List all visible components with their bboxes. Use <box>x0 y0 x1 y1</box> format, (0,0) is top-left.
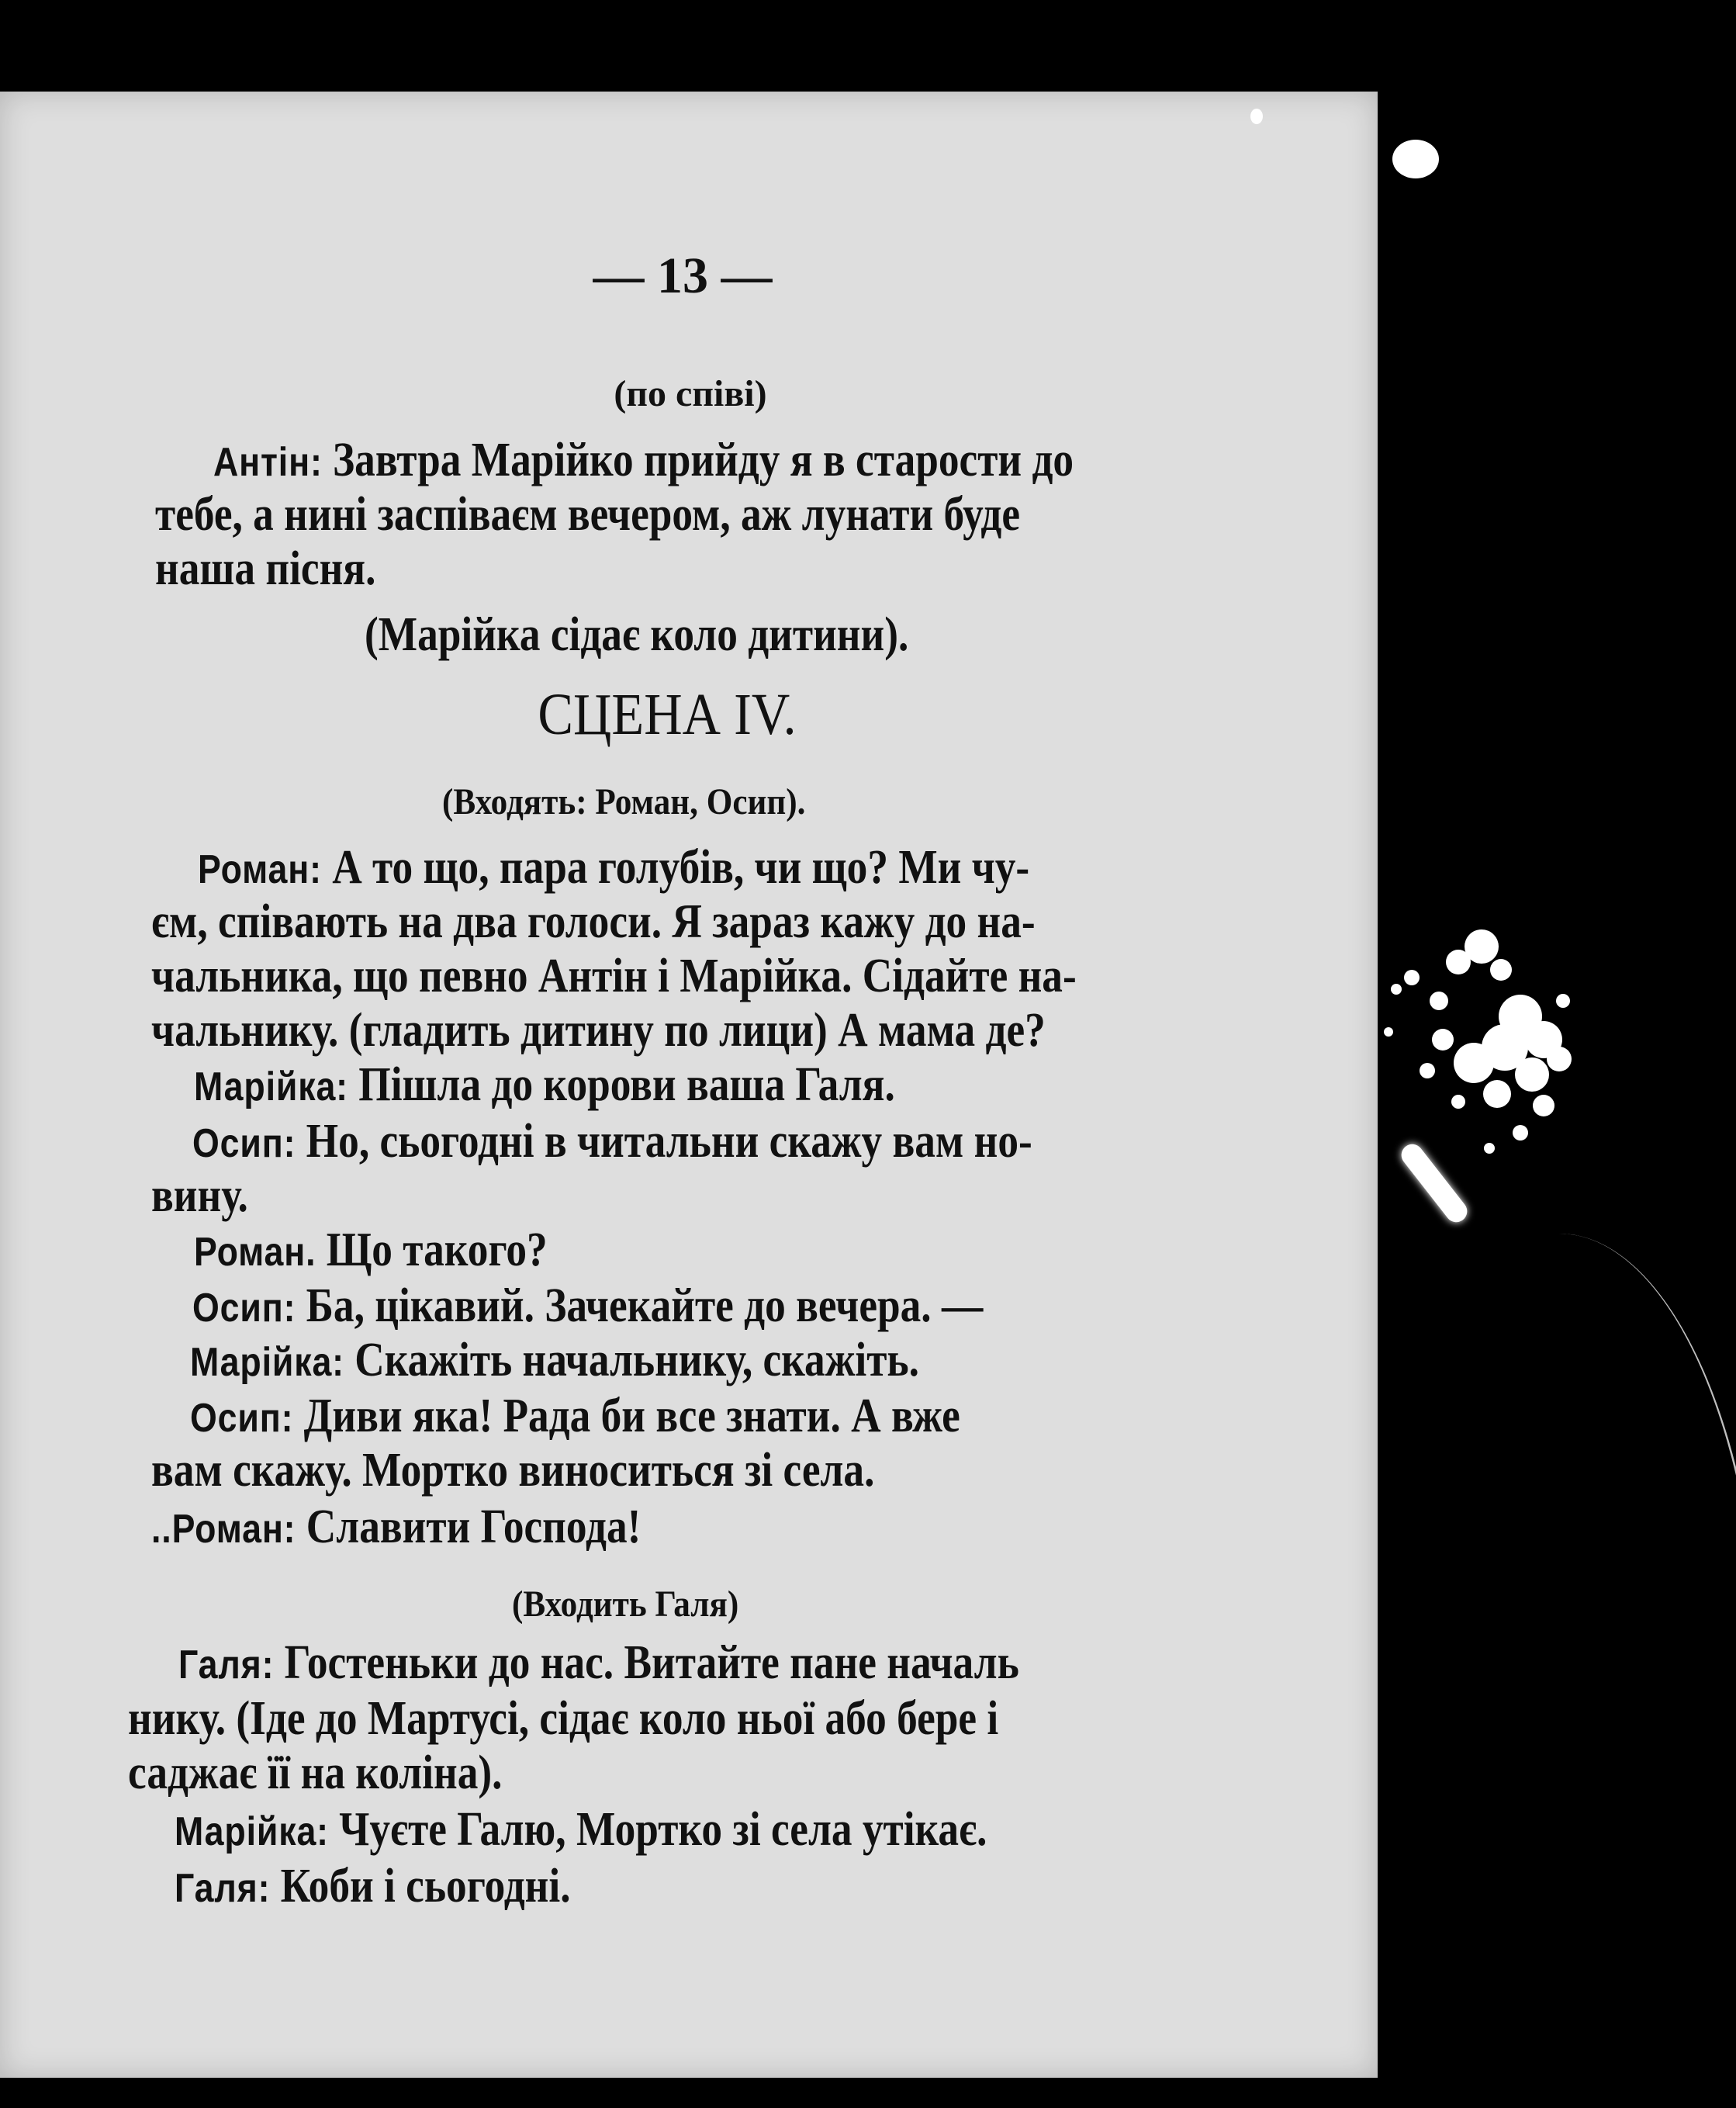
scan-edge-arc <box>1559 1234 1736 1699</box>
speaker-name: ..Роман: <box>151 1507 296 1552</box>
dialogue-text: Диви яка! Рада би все знати. А вже <box>303 1390 960 1442</box>
dialogue-text: наша пісня. <box>155 542 376 595</box>
scan-noise-artifact <box>1365 916 1575 1172</box>
stage-direction-sits-down: (Марійка сідає коло дитини). <box>365 608 909 661</box>
speaker-name: Галя: <box>175 1866 271 1911</box>
dialogue-text: Пішла до корови ваша Галя. <box>358 1058 895 1111</box>
speaker-name: Осип: <box>192 1121 296 1166</box>
dialogue-text: Славити Господа! <box>306 1501 641 1553</box>
dialogue-text: саджає її на коліна). <box>128 1746 503 1799</box>
dialogue-line <box>175 1859 571 1914</box>
dialogue-text: Ба, цікавий. Зачекайте до вечера. — <box>306 1279 984 1332</box>
dialogue-line <box>198 840 1029 895</box>
dialogue-line <box>192 1279 983 1334</box>
speaker-name: Осип: <box>190 1396 294 1441</box>
stage-direction-halia-enters: (Входить Галя) <box>512 1584 739 1625</box>
dialogue-line <box>178 1636 1019 1691</box>
speaker-name: Роман. <box>194 1230 316 1275</box>
scan-dust-speck <box>1392 140 1439 178</box>
dialogue-text: вину. <box>151 1169 248 1222</box>
dialogue-text: чальнику. (гладить дитину по лици) А мама де? <box>151 1004 1046 1057</box>
dialogue-text: Гостеньки до нас. Витайте пане началь <box>284 1636 1019 1689</box>
speaker-name: Галя: <box>178 1642 275 1687</box>
dialogue-text: Чуєте Галю, Мортко зі села утікає. <box>339 1803 987 1856</box>
stage-direction-enter: (Входять: Роман, Осип). <box>442 781 806 822</box>
dialogue-text: чальника, що певно Антін і Марійка. Сідайте на- <box>151 950 1077 1002</box>
page-number: — 13 — <box>593 247 773 304</box>
dialogue-text: вам скажу. Мортко виноситься зі села. <box>151 1444 875 1497</box>
speaker-name: Марійка: <box>190 1340 344 1385</box>
dialogue-line <box>194 1223 548 1278</box>
stage-direction-after-song: (по співі) <box>614 373 767 414</box>
dialogue-line <box>151 1500 641 1555</box>
dialogue-line <box>192 1114 1032 1169</box>
speaker-name: Антін: <box>213 440 323 485</box>
scene-title: СЦЕНА IV. <box>538 682 797 747</box>
speaker-name: Марійка: <box>175 1809 329 1854</box>
dialogue-line <box>213 433 1074 488</box>
dialogue-line <box>190 1333 919 1388</box>
scan-dust-speck <box>1250 109 1263 124</box>
dialogue-text: єм, співають на два голоси. Я зараз кажу до на- <box>151 895 1036 948</box>
dialogue-text: тебе, а нині заспіваєм вечером, аж лунати буде <box>155 488 1021 541</box>
dialogue-text: А то що, пара голубів, чи що? Ми чу- <box>332 841 1030 894</box>
dialogue-line <box>194 1057 895 1113</box>
book-page <box>0 92 1378 2078</box>
dialogue-text: Що такого? <box>326 1224 548 1276</box>
dialogue-line <box>190 1389 960 1444</box>
speaker-name: Марійка: <box>194 1064 348 1109</box>
dialogue-text: Коби і сьогодні. <box>280 1860 571 1912</box>
dialogue-text: Скажіть начальнику, скажіть. <box>354 1334 919 1386</box>
speaker-name: Осип: <box>192 1286 296 1331</box>
dialogue-line <box>175 1802 987 1857</box>
speaker-name: Роман: <box>198 847 322 892</box>
dialogue-text: нику. (Іде до Мартусі, сідає коло ньої або бере і <box>128 1692 999 1745</box>
dialogue-text: Но, сьогодні в читальни скажу вам но- <box>306 1115 1032 1168</box>
dialogue-text: Завтра Марійко прийду я в старости до <box>333 434 1074 486</box>
